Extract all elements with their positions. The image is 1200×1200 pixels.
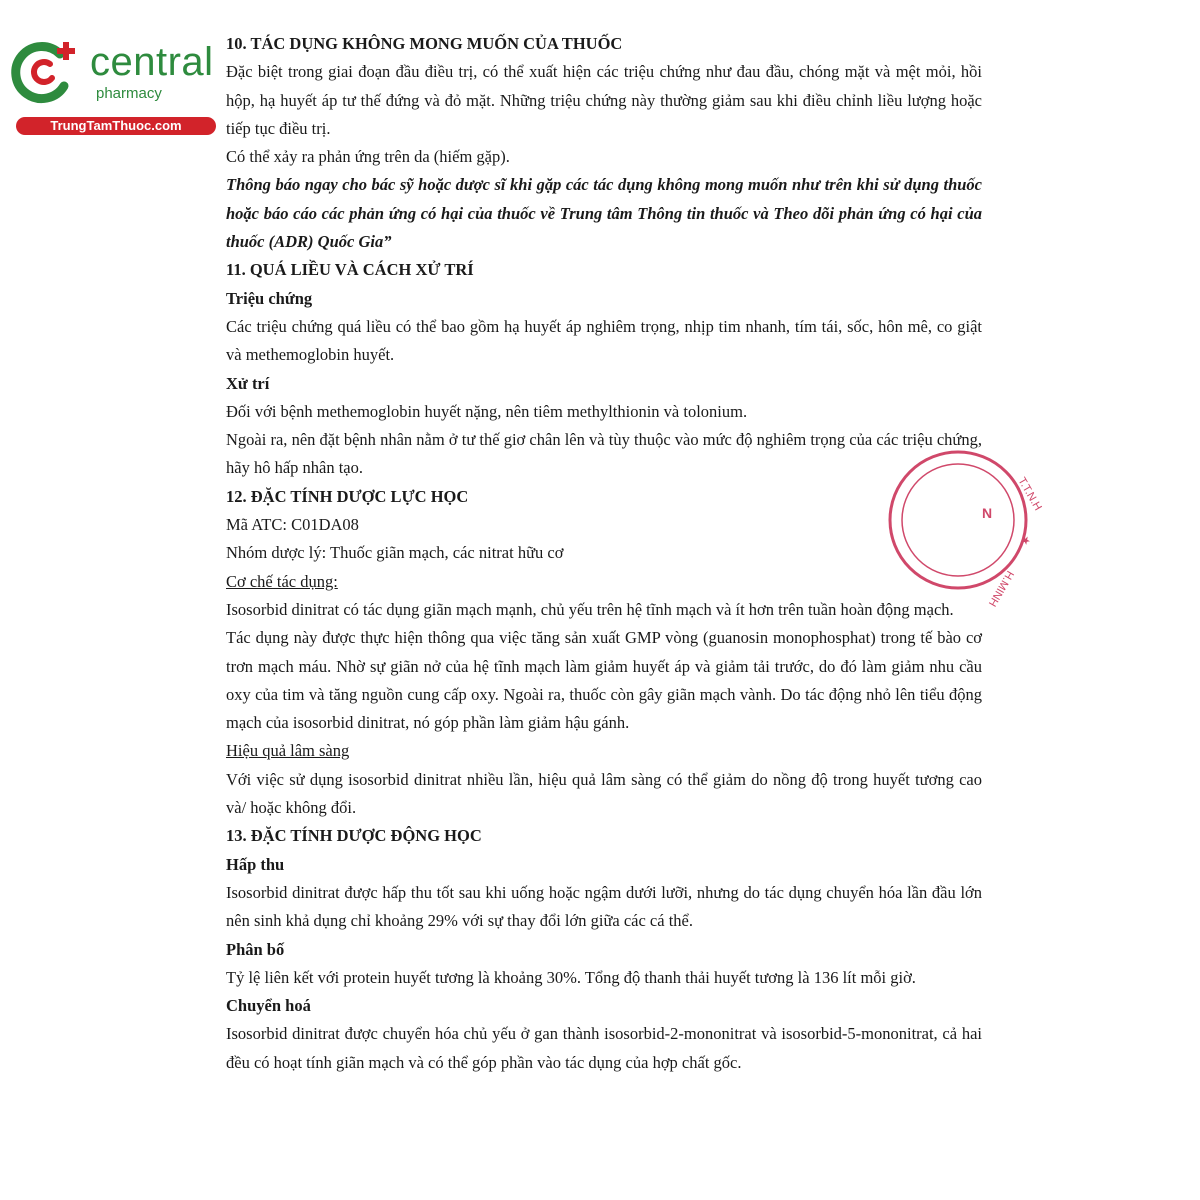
section-10-paragraph: Đặc biệt trong giai đoạn đầu điều trị, có thể xuất hiện các triệu chứng như đau đầu, chóng mặt và mệt mỏi, hồi hộp, hạ huyết áp tư thế đứng và đỏ mặt. Những triệu chứng này thường giảm sau khi điều chỉnh liều lượng hoặc tiếp tục điều trị. xyxy=(226,62,982,138)
logo-sub-text: pharmacy xyxy=(96,85,162,102)
section-11-paragraph: Ngoài ra, nên đặt bệnh nhân nằm ở tư thế giơ chân lên và tùy thuộc vào mức độ nghiêm trọng của các triệu chứng, hãy hô hấp nhân tạo. xyxy=(226,430,982,478)
document-body xyxy=(226,30,982,1077)
subheading-clinical-efficacy: Hiệu quả lâm sàng xyxy=(226,741,350,761)
section-11-paragraph: Đối với bệnh methemoglobin huyết nặng, nên tiêm methylthionin và tolonium. xyxy=(226,401,748,421)
subheading-mechanism: Cơ chế tác dụng: xyxy=(226,571,338,591)
logo-website: TrungTamThuoc.com xyxy=(16,117,216,135)
pharmacy-logo-icon xyxy=(8,36,84,104)
subheading-symptoms: Triệu chứng xyxy=(226,288,313,308)
brand-logo xyxy=(8,36,214,136)
section-13-paragraph: Isosorbid dinitrat được hấp thu tốt sau khi uống hoặc ngậm dưới lưỡi, nhưng do tác dụng chuyển hóa lần đầu lớn nên sinh khả dụng chỉ khoảng 29% với sự thay đổi lớn giữa các cá thể. xyxy=(226,882,982,931)
section-10-heading: 10. TÁC DỤNG KHÔNG MONG MUỐN CỦA THUỐC xyxy=(226,34,623,53)
logo-brand-text: central xyxy=(90,40,214,84)
subheading-absorption: Hấp thu xyxy=(226,854,285,874)
adr-report-notice: Thông báo ngay cho bác sỹ hoặc dược sĩ khi gặp các tác dụng không mong muốn như trên khi sử dụng thuốc hoặc báo cáo các phản ứng có hại của thuốc về Trung tâm Thông tin thuốc và Theo dõi phản ứng có hại của thuốc (ADR) Quốc Gia” xyxy=(226,175,982,252)
subheading-metabolism: Chuyển hoá xyxy=(226,996,311,1016)
section-13-paragraph: Tỷ lệ liên kết với protein huyết tương là khoảng 30%. Tổng độ thanh thải huyết tương là 136 lít mỗi giờ. xyxy=(226,967,916,987)
section-13-paragraph: Isosorbid dinitrat được chuyển hóa chủ yếu ở gan thành isosorbid-2-mononitrat và isosorbid-5-mononitrat, cả hai đều có hoạt tính giãn mạch và có thể góp phần vào tác dụng của hợp chất gốc. xyxy=(226,1024,982,1072)
section-12-heading: 12. ĐẶC TÍNH DƯỢC LỰC HỌC xyxy=(226,486,469,506)
section-12-paragraph: Isosorbid dinitrat có tác dụng giãn mạch mạnh, chủ yếu trên hệ tĩnh mạch và ít hơn trên tuần hoàn động mạch. xyxy=(226,599,954,619)
section-11-heading: 11. QUÁ LIỀU VÀ CÁCH XỬ TRÍ xyxy=(226,260,474,280)
svg-text:★: ★ xyxy=(1018,534,1032,547)
svg-text:H.MINH: H.MINH xyxy=(985,568,1016,609)
atc-code: Mã ATC: C01DA08 xyxy=(226,515,359,535)
pharmacological-group: Nhóm dược lý: Thuốc giãn mạch, các nitrat hữu cơ xyxy=(226,543,564,563)
svg-text:T.T.N.H: T.T.N.H xyxy=(1015,475,1044,513)
section-12-paragraph: Với việc sử dụng isosorbid dinitrat nhiều lần, hiệu quả lâm sàng có thể giảm do nồng độ trong huyết tương cao và/ hoặc không đổi. xyxy=(226,769,982,818)
section-10-paragraph: Có thể xảy ra phản ứng trên da (hiếm gặp). xyxy=(226,147,510,167)
section-12-paragraph: Tác dụng này được thực hiện thông qua việc tăng sản xuất GMP vòng (guanosin monophosphat) trong tế bào cơ trơn mạch máu. Nhờ sự giãn nở của hệ tĩnh mạch làm giảm huyết áp và giảm tải trước, do đó làm giảm nhu cầu oxy của tim và tăng nguồn cung cấp oxy. Ngoài ra, thuốc còn gây giãn mạch vành. Do tác động nhỏ lên tiểu động mạch của isosorbid dinitrat, nó góp phần làm giảm hậu gánh. xyxy=(226,628,982,733)
svg-text:N: N xyxy=(982,505,993,521)
subheading-distribution: Phân bố xyxy=(226,939,285,959)
subheading-treatment: Xử trí xyxy=(226,373,270,393)
section-11-paragraph: Các triệu chứng quá liều có thể bao gồm hạ huyết áp nghiêm trọng, nhịp tim nhanh, tím tái, sốc, hôn mê, co giật và methemoglobin huyết. xyxy=(226,316,982,365)
section-13-heading: 13. ĐẶC TÍNH DƯỢC ĐỘNG HỌC xyxy=(226,826,482,846)
